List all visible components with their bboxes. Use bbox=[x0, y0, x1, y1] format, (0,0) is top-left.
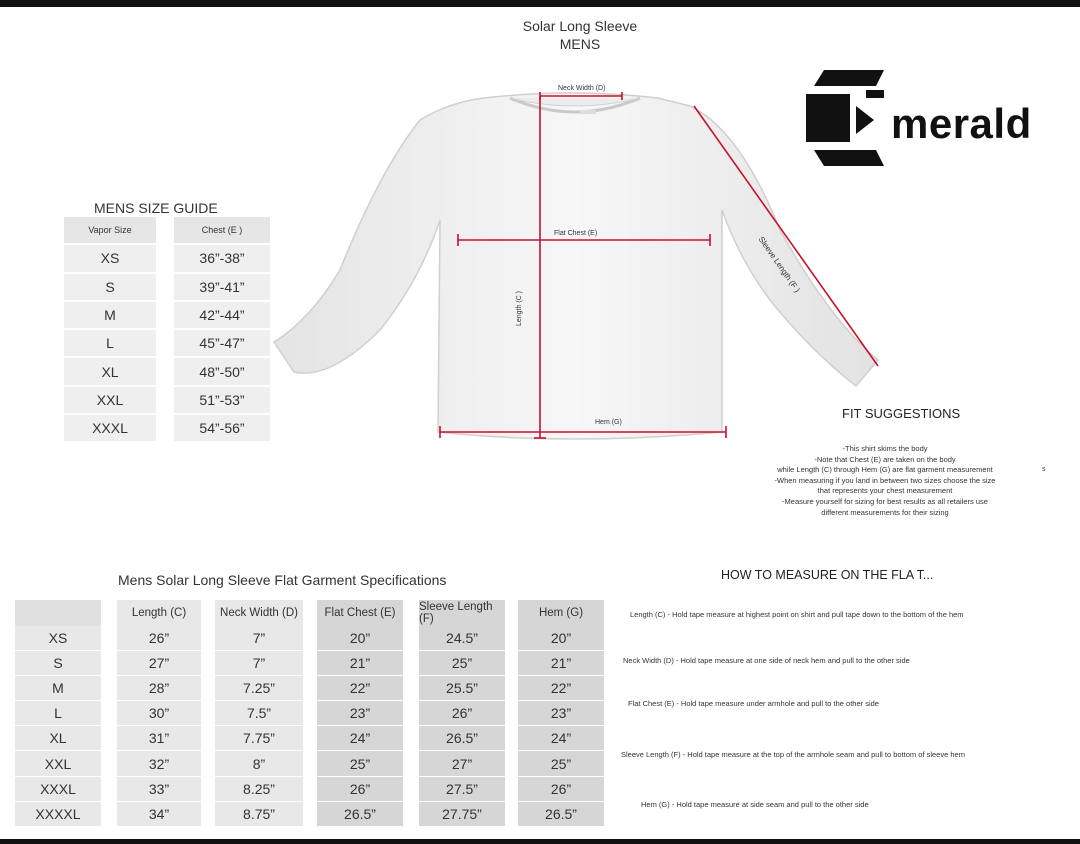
neck-width-cell: 7” bbox=[215, 651, 303, 676]
hem-label: Hem (G) bbox=[595, 419, 622, 426]
size-cell: XS bbox=[15, 626, 101, 651]
fit-suggestions-title: FIT SUGGESTIONS bbox=[842, 406, 961, 421]
chest-cell: 42”-44” bbox=[174, 302, 270, 330]
table-row bbox=[64, 415, 270, 443]
flat-chest-cell: 26” bbox=[317, 777, 403, 802]
how-to-measure-title: HOW TO MEASURE ON THE FLA T... bbox=[721, 568, 934, 582]
flat-chest-cell: 21” bbox=[317, 651, 403, 676]
fit-stray-char: s bbox=[1042, 466, 1046, 473]
fit-line: -When measuring if you land in between two sizes choose the size bbox=[774, 475, 996, 485]
length-column-header: Length (C) bbox=[131, 607, 187, 619]
document-title bbox=[480, 17, 680, 53]
table-row bbox=[64, 302, 270, 330]
fit-line: -This shirt skims the body bbox=[842, 444, 928, 453]
size-column-header bbox=[15, 600, 101, 626]
flat-chest-cell: 22” bbox=[317, 676, 403, 701]
neck-width-label: Neck Width (D) bbox=[558, 85, 606, 92]
sleeve-length-cell: 26.5” bbox=[419, 726, 505, 751]
hem-cell: 23” bbox=[518, 701, 604, 726]
neck-width-cell: 7.75” bbox=[215, 726, 303, 751]
sleeve-length-cell: 26” bbox=[419, 701, 505, 726]
chest-cell: 48”-50” bbox=[174, 358, 270, 386]
size-cell: XL bbox=[64, 358, 156, 386]
length-cell: 26” bbox=[117, 626, 201, 651]
fit-line: -Note that Chest (E) are taken on the body bbox=[814, 454, 956, 464]
length-cell: 27” bbox=[117, 651, 201, 676]
length-cell: 31” bbox=[117, 726, 201, 751]
fit-suggestions-text bbox=[740, 444, 1030, 518]
fit-line: -Measure yourself for sizing for best results as all retailers use bbox=[782, 496, 988, 506]
size-cell: M bbox=[64, 302, 156, 330]
chest-cell: 45”-47” bbox=[174, 330, 270, 358]
size-guide-table bbox=[64, 217, 270, 443]
neck-width-column bbox=[215, 600, 303, 827]
hem-column-header: Hem (G) bbox=[538, 607, 584, 619]
length-cell: 28” bbox=[117, 676, 201, 701]
neck-width-cell: 8” bbox=[215, 751, 303, 776]
sleeve-length-cell: 24.5” bbox=[419, 626, 505, 651]
title-line-1: Solar Long Sleeve bbox=[522, 18, 638, 34]
measure-instruction: Hem (G) - Hold tape measure at side seam and pull to the other side bbox=[641, 800, 869, 809]
size-cell: S bbox=[64, 274, 156, 302]
sleeve-length-cell: 25.5” bbox=[419, 676, 505, 701]
neck-width-cell: 7” bbox=[215, 626, 303, 651]
specs-title: Mens Solar Long Sleeve Flat Garment Specifications bbox=[118, 572, 447, 588]
size-guide-header bbox=[64, 217, 270, 245]
size-cell: XXXL bbox=[15, 777, 101, 802]
measure-instruction: Flat Chest (E) - Hold tape measure under armhole and pull to the other side bbox=[628, 699, 879, 708]
fit-line: while Length (C) through Hem (G) are flat garment measurement bbox=[777, 465, 993, 475]
measure-instruction: Neck Width (D) - Hold tape measure at one side of neck hem and pull to the other side bbox=[623, 656, 910, 665]
hem-cell: 25” bbox=[518, 751, 604, 776]
neck-width-cell: 7.25” bbox=[215, 676, 303, 701]
size-cell: S bbox=[15, 651, 101, 676]
bottom-border bbox=[0, 839, 1080, 844]
flat-chest-cell: 24” bbox=[317, 726, 403, 751]
size-guide-header-chest: Chest (E ) bbox=[174, 217, 270, 245]
size-cell: XS bbox=[64, 245, 156, 273]
hem-cell: 26” bbox=[518, 777, 604, 802]
sleeve-length-cell: 27.75” bbox=[419, 802, 505, 827]
neck-width-cell: 8.25” bbox=[215, 777, 303, 802]
hem-cell: 21” bbox=[518, 651, 604, 676]
size-cell: XL bbox=[15, 726, 101, 751]
hem-cell: 26.5” bbox=[518, 802, 604, 827]
neck-width-cell: 8.75” bbox=[215, 802, 303, 827]
flat-chest-cell: 23” bbox=[317, 701, 403, 726]
flat-chest-column bbox=[317, 600, 403, 827]
size-guide-title: MENS SIZE GUIDE bbox=[94, 200, 218, 216]
size-cell: L bbox=[64, 330, 156, 358]
neck-width-column-header: Neck Width (D) bbox=[220, 607, 298, 619]
size-cell: XXL bbox=[15, 751, 101, 776]
length-label: Length (C ) bbox=[516, 290, 524, 327]
size-cell: L bbox=[15, 701, 101, 726]
table-row bbox=[64, 245, 270, 273]
neck-width-cell: 7.5” bbox=[215, 701, 303, 726]
size-cell: XXL bbox=[64, 387, 156, 415]
sleeve-length-cell: 27” bbox=[419, 751, 505, 776]
measure-instruction: Sleeve Length (F) - Hold tape measure at the top of the armhole seam and pull to bottom of sleeve hem bbox=[621, 750, 965, 759]
length-cell: 30” bbox=[117, 701, 201, 726]
size-guide-header-size: Vapor Size bbox=[64, 217, 156, 245]
length-cell: 33” bbox=[117, 777, 201, 802]
long-sleeve-shirt-illustration bbox=[270, 80, 882, 442]
fit-line: different measurements for their sizing bbox=[821, 507, 949, 517]
chest-cell: 36”-38” bbox=[174, 245, 270, 273]
flat-chest-label: Flat Chest (E) bbox=[554, 230, 598, 237]
shirt-diagram bbox=[270, 80, 882, 442]
hem-cell: 20” bbox=[518, 626, 604, 651]
hem-cell: 24” bbox=[518, 726, 604, 751]
hem-column bbox=[518, 600, 604, 827]
size-cell: XXXXL bbox=[15, 802, 101, 827]
hem-cell: 22” bbox=[518, 676, 604, 701]
sleeve-length-cell: 25” bbox=[419, 651, 505, 676]
size-cell: M bbox=[15, 676, 101, 701]
logo-text: merald bbox=[891, 100, 1032, 147]
size-column bbox=[15, 600, 101, 827]
table-row bbox=[64, 330, 270, 358]
measure-instruction: Length (C) - Hold tape measure at highest point on shirt and pull tape down to the bottom of the hem bbox=[630, 610, 964, 619]
flat-chest-cell: 25” bbox=[317, 751, 403, 776]
length-column bbox=[117, 600, 201, 827]
top-border bbox=[0, 0, 1080, 7]
sleeve-length-column bbox=[419, 600, 505, 827]
table-row bbox=[64, 274, 270, 302]
size-cell: XXXL bbox=[64, 415, 156, 443]
length-cell: 34” bbox=[117, 802, 201, 827]
chest-cell: 54”-56” bbox=[174, 415, 270, 443]
chest-cell: 39”-41” bbox=[174, 274, 270, 302]
sleeve-length-label: Sleeve Length (F ) bbox=[756, 235, 802, 295]
flat-chest-column-header: Flat Chest (E) bbox=[324, 607, 396, 619]
fit-line: that represents your chest measurement bbox=[817, 486, 953, 496]
title-line-2: MENS bbox=[559, 36, 601, 52]
sleeve-length-column-header: Sleeve Length (F) bbox=[419, 601, 493, 625]
sleeve-length-cell: 27.5” bbox=[419, 777, 505, 802]
length-cell: 32” bbox=[117, 751, 201, 776]
table-row bbox=[64, 358, 270, 386]
table-row bbox=[64, 387, 270, 415]
chest-cell: 51”-53” bbox=[174, 387, 270, 415]
flat-chest-cell: 20” bbox=[317, 626, 403, 651]
flat-chest-cell: 26.5” bbox=[317, 802, 403, 827]
